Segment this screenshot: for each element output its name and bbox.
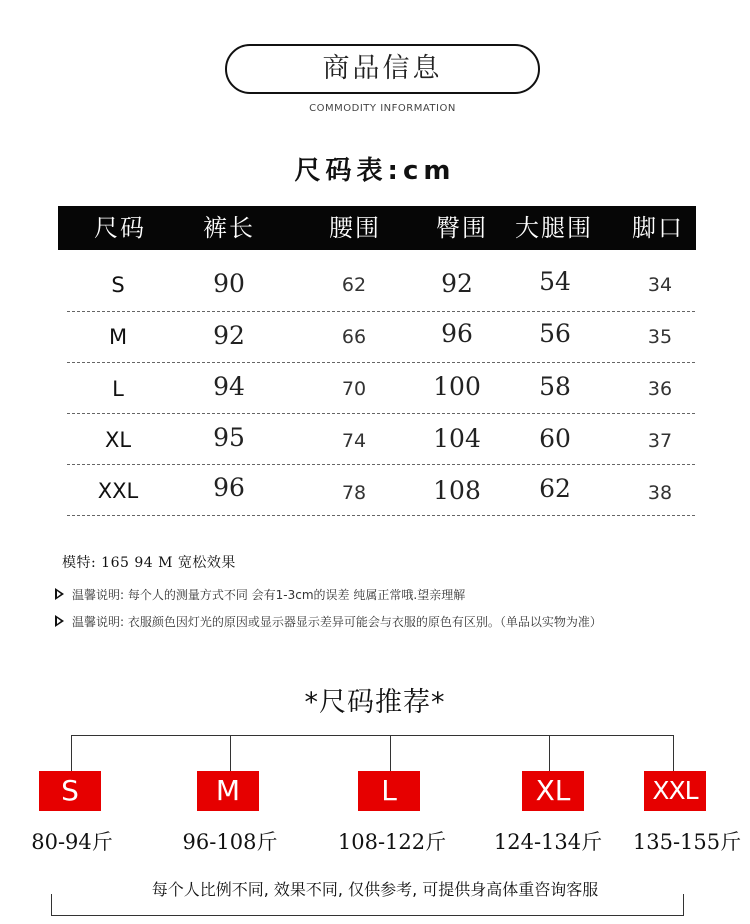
tip-text: 温馨说明: 每个人的测量方式不同 会有1-3cm的误差 纯属正常哦.望亲理解: [72, 588, 466, 602]
model-note: 模特: 165 94 M 宽松效果: [62, 555, 236, 571]
table-cell: 90: [213, 269, 245, 298]
size-badge-m: M: [197, 771, 259, 811]
table-cell: 62: [539, 474, 571, 503]
triangle-bullet-icon: [55, 588, 64, 600]
weight-range-xxl: 135-155斤: [632, 830, 742, 854]
table-cell: 92: [441, 269, 473, 298]
column-header-size: 尺码: [94, 214, 146, 242]
table-cell: 37: [647, 430, 673, 452]
size-table-header: [58, 206, 696, 250]
size-badge-s: S: [39, 771, 101, 811]
table-cell: 96: [213, 473, 245, 502]
size-badge-xxl: XXL: [644, 771, 706, 811]
table-cell: 96: [441, 319, 473, 348]
table-cell: 36: [647, 378, 673, 400]
tip-line-2: [55, 613, 602, 630]
table-cell: 66: [341, 326, 367, 348]
tree-horizontal-line: [71, 735, 673, 736]
table-cell: 54: [539, 267, 571, 296]
table-cell: 108: [433, 476, 481, 505]
table-cell: 78: [341, 482, 367, 504]
table-cell: XXL: [97, 479, 139, 503]
weight-range-s: 80-94斤: [31, 830, 113, 854]
weight-range-m: 96-108斤: [182, 830, 278, 854]
tree-branch-line: [673, 735, 674, 771]
table-cell: 94: [213, 372, 245, 401]
column-header-hem: 脚口: [632, 214, 684, 242]
table-cell: 60: [539, 424, 571, 453]
table-cell: 70: [341, 378, 367, 400]
tree-branch-line: [230, 735, 231, 771]
row-divider: [67, 515, 695, 516]
table-cell: 104: [433, 424, 481, 453]
tip-line-1: [55, 586, 465, 603]
table-cell: M: [108, 325, 128, 349]
column-header-hip: 臀围: [436, 214, 488, 242]
table-cell: 35: [647, 326, 673, 348]
size-badge-xl: XL: [522, 771, 584, 811]
triangle-bullet-icon: [55, 615, 64, 627]
table-cell: 62: [341, 274, 367, 296]
table-cell: 95: [213, 423, 245, 452]
table-cell: 100: [433, 372, 481, 401]
column-header-length: 裤长: [203, 214, 255, 242]
table-cell: S: [111, 273, 125, 297]
tree-branch-line: [71, 735, 72, 771]
table-cell: 74: [341, 430, 367, 452]
bottom-note: 每个人比例不同, 效果不同, 仅供参考, 可提供身高体重咨询客服: [151, 880, 599, 899]
column-header-thigh: 大腿围: [515, 214, 593, 242]
header-subtitle: COMMODITY INFORMATION: [309, 103, 456, 114]
tip-text: 温馨说明: 衣服颜色因灯光的原因或显示器显示差异可能会与衣服的原色有区别。（单品以实物为准）: [72, 615, 602, 629]
header-title: 商品信息: [322, 53, 443, 84]
size-badge-l: L: [358, 771, 420, 811]
weight-range-l: 108-122斤: [337, 830, 447, 854]
row-divider: [67, 464, 695, 465]
row-divider: [67, 311, 695, 312]
bracket-bottom-line: [51, 915, 684, 916]
table-cell: L: [112, 377, 124, 401]
table-cell: 58: [539, 372, 571, 401]
weight-range-xl: 124-134斤: [493, 830, 603, 854]
table-cell: 38: [647, 482, 673, 504]
tree-branch-line: [549, 735, 550, 771]
tree-branch-line: [390, 735, 391, 771]
size-recommend-title: *尺码推荐*: [304, 687, 446, 718]
table-cell: XL: [104, 428, 132, 452]
table-cell: 92: [213, 321, 245, 350]
row-divider: [67, 413, 695, 414]
table-cell: 56: [539, 319, 571, 348]
row-divider: [67, 362, 695, 363]
size-chart-title: 尺码表:cm: [294, 156, 456, 186]
table-cell: 34: [647, 274, 673, 296]
column-header-waist: 腰围: [329, 214, 381, 242]
